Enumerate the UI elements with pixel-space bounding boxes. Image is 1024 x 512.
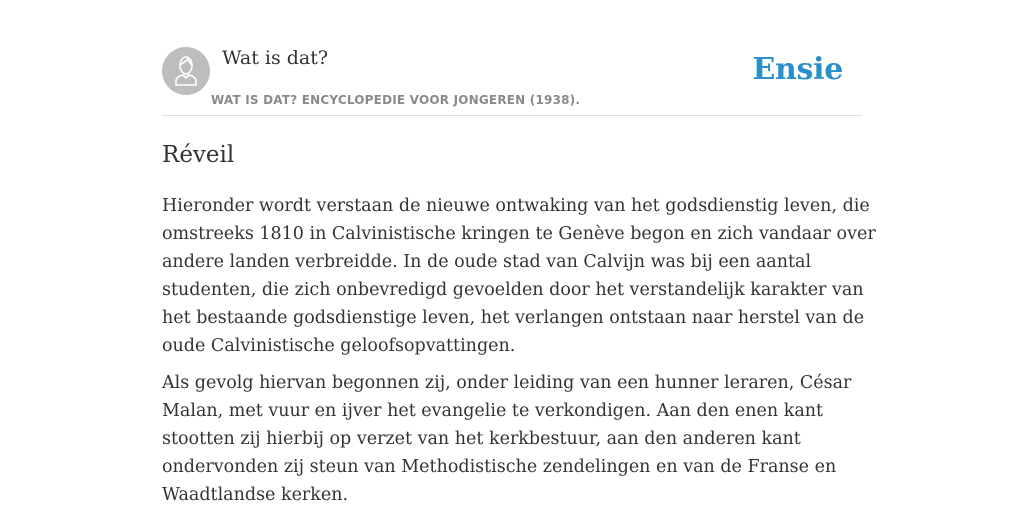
article-body [162, 192, 876, 512]
paragraph-line: Waadtlandse kerken. [162, 485, 349, 505]
paragraph-line: andere landen verbreidde. In de oude stad van Calvijn was bij een aantal [162, 252, 812, 272]
paragraph-line: stootten zij hierbij op verzet van het kerkbestuur, aan den anderen kant [162, 429, 801, 449]
paragraph [162, 192, 876, 360]
person-icon [162, 47, 210, 95]
paragraph-line: Malan, met vuur en ijver het evangelie te verkondigen. Aan den enen kant [162, 401, 824, 421]
paragraph-line: omstreeks 1810 in Calvinistische kringen te Genève begon en zich vandaar over [162, 224, 876, 244]
paragraph-line: Als gevolg hiervan begonnen zij, onder leiding van een hunner leraren, César [162, 373, 852, 393]
paragraph [162, 369, 862, 509]
source-subtitle[interactable]: WAT IS DAT? ENCYCLOPEDIE VOOR JONGEREN (1938). [211, 93, 581, 107]
ensie-logo[interactable]: Ensie [752, 52, 843, 87]
paragraph-line: het bestaande godsdienstige leven, het verlangen ontstaan naar herstel van de [162, 308, 865, 328]
source-header [162, 46, 862, 116]
article-title: Réveil [162, 142, 235, 168]
paragraph-line: studenten, die zich onbevredigd gevoelden door het verstandelijk karakter van [162, 280, 864, 300]
paragraph-line: oude Calvinistische geloofsopvattingen. [162, 336, 516, 356]
source-title[interactable]: Wat is dat? [222, 47, 329, 69]
paragraph-line: Hieronder wordt verstaan de nieuwe ontwaking van het godsdienstig leven, die [162, 196, 870, 216]
paragraph-line: ondervonden zij steun van Methodistische zendelingen en van de Franse en [162, 457, 837, 477]
